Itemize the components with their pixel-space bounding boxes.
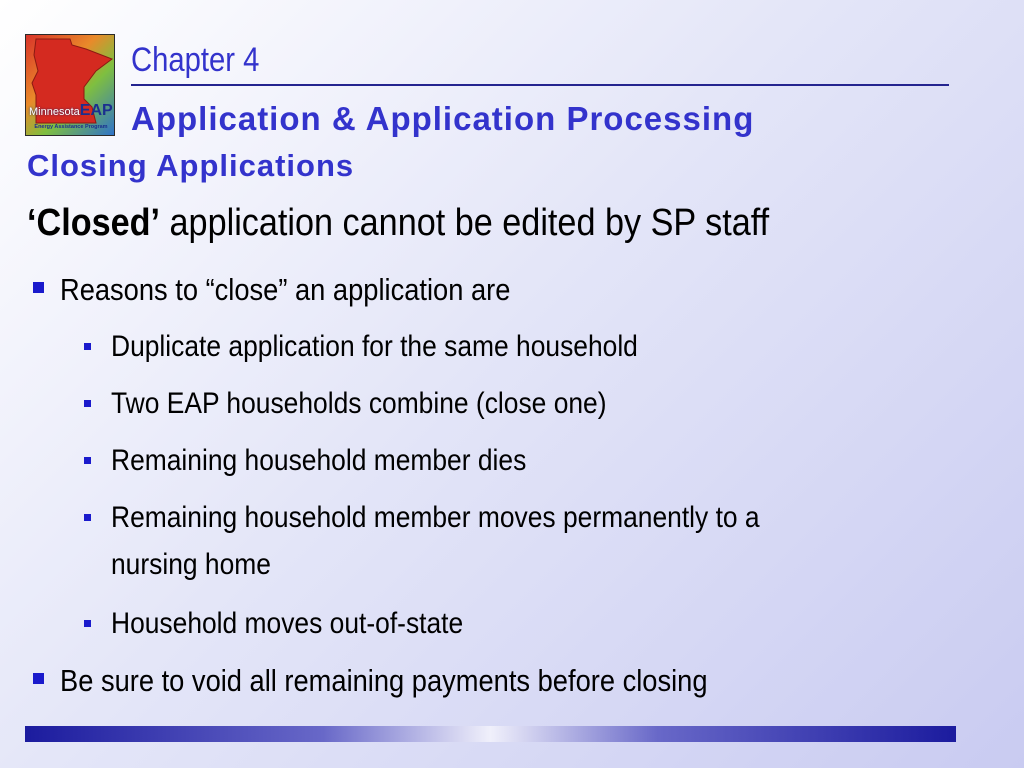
- title-divider: [131, 84, 949, 86]
- sub-bullet-item: Remaining household member dies: [111, 444, 527, 477]
- minnesota-eap-logo: [25, 34, 115, 136]
- sub-bullet-item: Duplicate application for the same household: [111, 330, 638, 363]
- footer-gradient-bar: [25, 726, 956, 742]
- sub-bullet-square-icon: [84, 620, 91, 627]
- sub-bullet-item: Remaining household member moves permanently to a: [111, 501, 760, 534]
- sub-bullet-item: Household moves out-of-state: [111, 607, 464, 640]
- logo-tagline: Energy Assistance Program: [34, 124, 108, 130]
- logo-wordmark: MinnesotaEAP: [29, 102, 113, 119]
- sub-bullet-square-icon: [84, 400, 91, 407]
- section-title: Closing Applications: [27, 148, 355, 183]
- chapter-title: Chapter 4: [131, 41, 260, 79]
- sub-bullet-square-icon: [84, 514, 91, 521]
- sub-bullet-item-continued: nursing home: [111, 548, 271, 581]
- headline: [27, 202, 769, 245]
- bullet-square-icon: [33, 282, 44, 293]
- chapter-subtitle: Application & Application Processing: [131, 100, 755, 137]
- bullet-void-note: Be sure to void all remaining payments before closing: [60, 663, 708, 698]
- bullet-square-icon: [33, 673, 44, 684]
- sub-bullet-item: Two EAP households combine (close one): [111, 387, 607, 420]
- headline-emphasis: ‘Closed’: [27, 202, 161, 244]
- sub-bullet-square-icon: [84, 343, 91, 350]
- headline-text: application cannot be edited by SP staff: [160, 202, 770, 244]
- bullet-reasons: Reasons to “close” an application are: [60, 272, 511, 307]
- minnesota-map-icon: [26, 35, 115, 136]
- sub-bullet-square-icon: [84, 457, 91, 464]
